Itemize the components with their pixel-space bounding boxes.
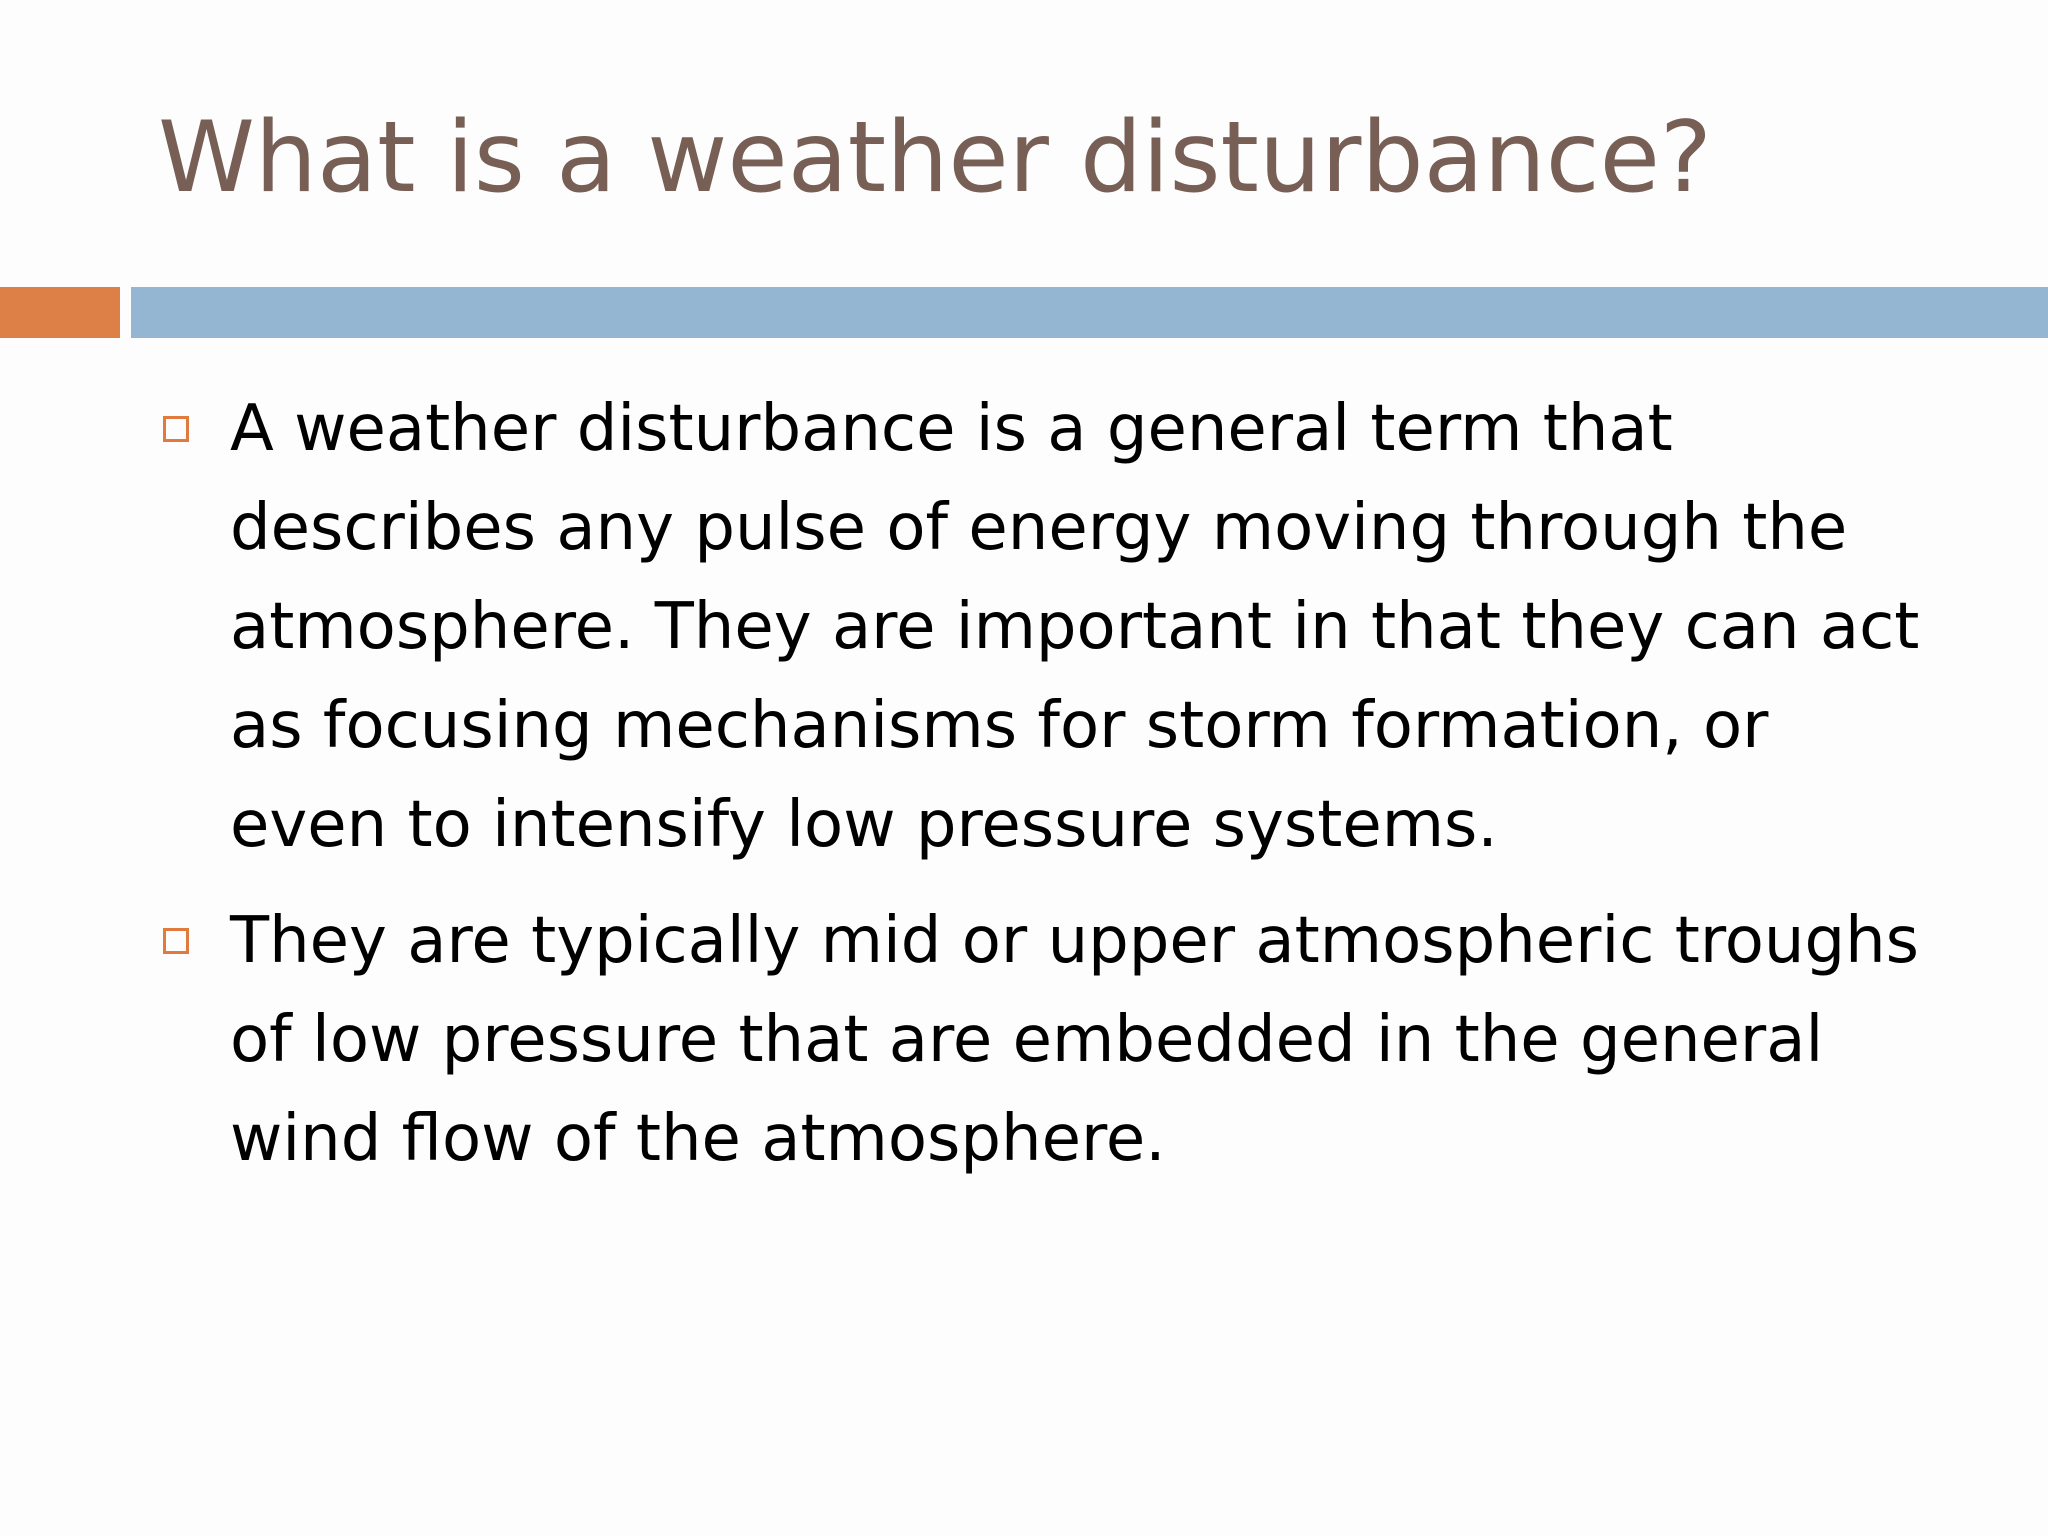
slide-title: What is a weather disturbance? (158, 101, 1712, 215)
bullet-item (160, 380, 1940, 875)
orange-accent-bar (0, 287, 120, 338)
bullet-text: They are typically mid or upper atmospheric troughs of low pressure that are embedded in the general wind flow of the atmosphere. (230, 904, 1919, 1176)
blue-title-rule (131, 287, 2048, 338)
bullet-text: A weather disturbance is a general term that describes any pulse of energy moving through the atmosphere. They are important in that they can act as focusing mechanisms for storm formation, or even to intensify low pressure systems. (230, 392, 1920, 862)
hollow-square-bullet-icon (163, 928, 189, 954)
hollow-square-bullet-icon (163, 416, 189, 442)
bullet-item (160, 892, 1940, 1189)
bullet-list (160, 380, 1940, 1206)
